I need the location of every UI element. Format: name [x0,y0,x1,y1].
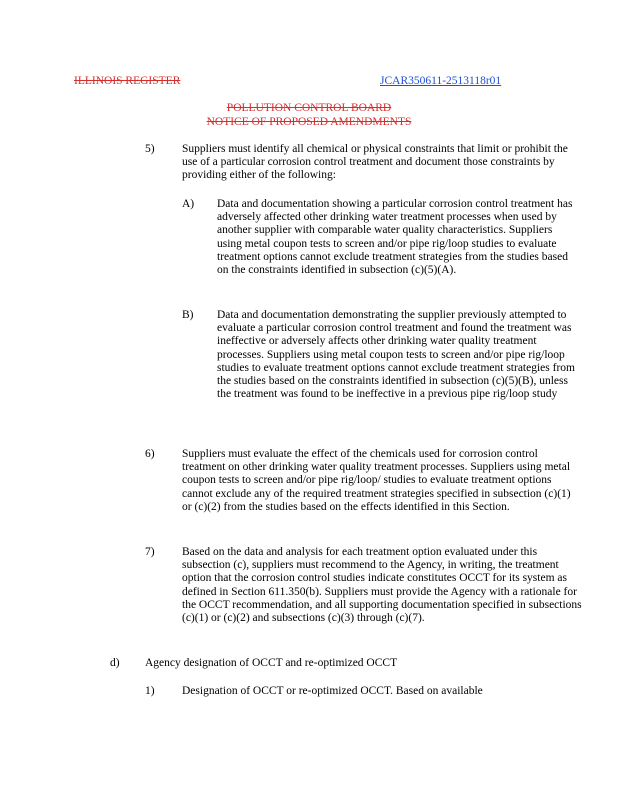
item-5b-text: Data and documentation demonstrating the supplier previously attempted to evaluate a particular corrosion control treatment and found the treatment was ineffective or adversely affects other drinking water quality treatment processes. Suppliers using metal coupon tests to screen and/or pipe rig/loop studies to evaluate treatment options cannot exclude treatment strategies from the studies based on the constraints identified in subsection (c)(5)(B), unless the treatment was found to be ineffective in a previous pipe rig/loop study [217,309,575,401]
item-6-number: 6) [145,448,155,460]
notice-title: NOTICE OF PROPOSED AMENDMENTS [206,116,412,128]
jcar-reference: JCAR350611-2513118r01 [380,75,502,87]
item-5-text: Suppliers must identify all chemical or physical constraints that limit or prohibit the use of a particular corrosion control treatment and document those constraints by providing either of the following: [182,143,568,182]
item-5a-number: A) [182,198,195,210]
register-header: ILLINOIS REGISTER [74,75,181,87]
item-5b-number: B) [182,309,194,321]
item-7-text: Based on the data and analysis for each treatment option evaluated under this subsection (c), suppliers must recommend to the Agency, in writing, the treatment option that the corrosion control studies indicate constitutes OCCT for its system as defined in Section 611.350(b). Suppliers must provide the Agency with a rationale for the OCCT recommendation, and all supporting documentation specified in subsections (c)(1) or (c)(2) and subsections (c)(3) through (c)(7). [182,546,582,625]
item-5a-text: Data and documentation showing a particular corrosion control treatment has adversely affected other drinking water treatment processes when used by another supplier with comparable water quality characteristics. Suppliers using metal coupon tests to screen and/or pipe rig/loop studies to evaluate treatment options cannot exclude treatment strategies from the studies based on the constraints identified in subsection (c)(5)(A). [217,198,573,277]
item-d-text: Agency designation of OCCT and re-optimized OCCT [145,657,398,669]
board-title: POLLUTION CONTROL BOARD [226,102,392,114]
item-6-text: Suppliers must evaluate the effect of the chemicals used for corrosion control treatment on other drinking water quality treatment processes. Suppliers using metal coupon tests to screen and/or pipe rig/loop/ studies to evaluate treatment options cannot exclude any of the required treatment strategies specified in subsection (c)(1) or (c)(2) from the studies based on the effects identified in this Section. [182,448,571,513]
item-7-number: 7) [145,546,155,558]
item-d1-number: 1) [145,685,155,697]
item-d-number: d) [110,657,120,669]
item-5-number: 5) [145,143,155,155]
item-d1-text: Designation of OCCT or re-optimized OCCT. Based on available [182,685,483,697]
